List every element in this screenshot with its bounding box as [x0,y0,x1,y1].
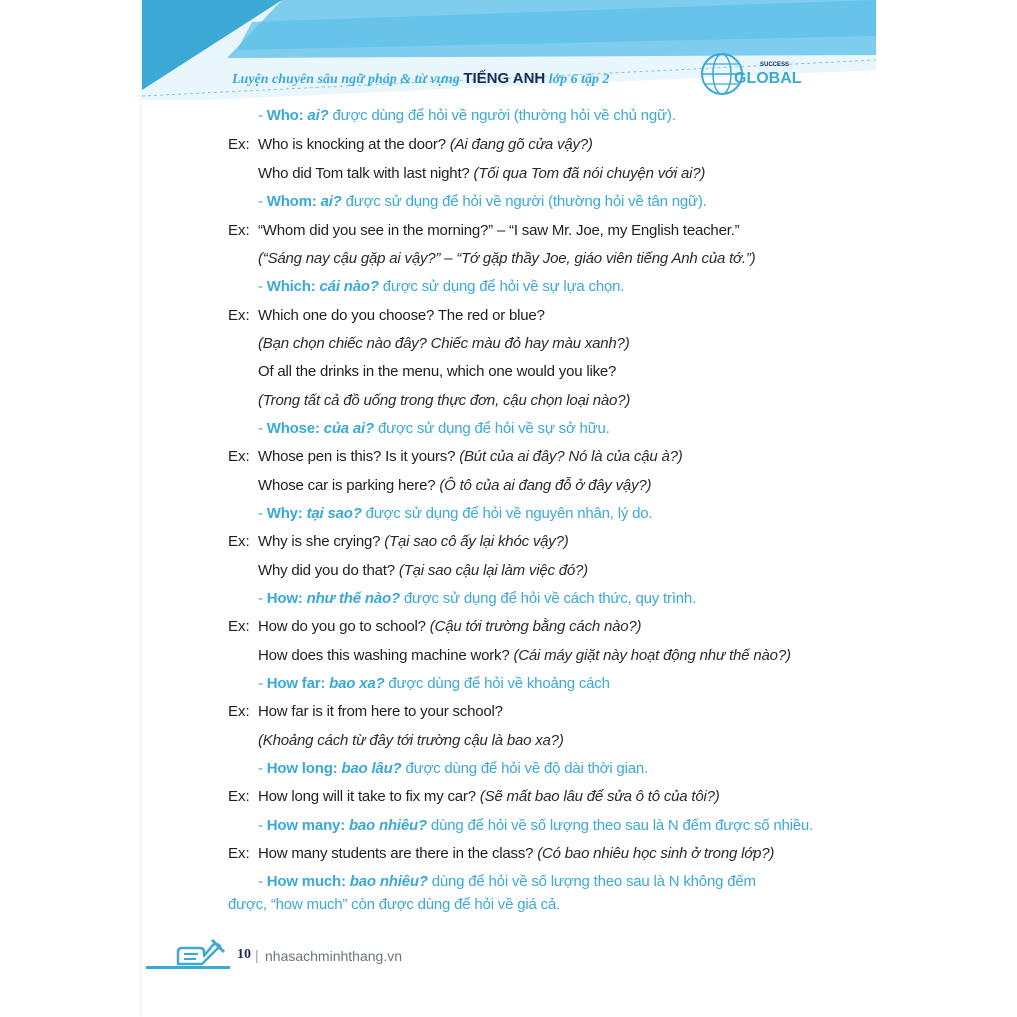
example-line [258,618,641,635]
rule-dash: - [258,278,267,295]
rule-description: được sử dụng để hỏi về sự lựa chọn. [378,278,625,295]
example-english: How far is it from here to your school? [258,703,503,720]
example-translation: (Có bao nhiêu học sinh ở trong lớp?) [537,845,775,862]
example-english: Whose car is parking here? [258,477,436,494]
example-label: Ex: [228,222,250,239]
example-line [258,392,630,409]
rule-description: được sử dụng để hỏi về người (thường hỏi về tân ngữ). [341,193,707,210]
example-english: Whose pen is this? Is it yours? [258,448,456,465]
footer-separator: | [255,947,259,963]
example-english: Why did you do that? [258,562,395,579]
rule-term: How [266,590,298,607]
global-logo [692,52,802,96]
rule-colon: : [320,675,330,692]
rule-term: Who [266,107,299,124]
rule-colon: : [297,505,307,522]
example-line [258,732,564,749]
example-translation: (Tại sao cậu lại làm việc đó?) [398,562,588,579]
rule-dash: - [258,107,267,124]
example-english: Who did Tom talk with last night? [258,165,470,182]
example-line [258,477,651,494]
example-line [258,335,630,352]
example-translation: (Trong tất cả đồ uống trong thực đơn, cậu chọn loại nào?) [258,392,631,409]
rule-line [258,107,676,124]
rule-description: dùng để hỏi về số lượng theo sau là N đếm được số nhiều. [426,817,814,834]
example-translation: (Bút của ai đây? Nó là của cậu à?) [459,448,683,465]
example-line [258,136,593,153]
example-english: Of all the drinks in the menu, which one would you like? [258,363,617,380]
rule-meaning: bao xa? [329,675,385,692]
example-english: Why is she crying? [258,533,381,550]
rule-colon: : [310,278,320,295]
rule-description: được sử dụng để hỏi về sự sở hữu. [374,420,610,437]
example-line [258,647,791,664]
rule-dash: - [258,420,267,437]
example-english: Which one do you choose? The red or blue? [258,307,545,324]
rule-colon: : [311,193,321,210]
rule-term: How long [266,760,333,777]
example-english: How do you go to school? [258,618,426,635]
rule-colon: : [298,107,308,124]
example-line [258,250,755,267]
example-label: Ex: [228,845,250,862]
example-label: Ex: [228,136,250,153]
example-line [258,222,739,239]
example-translation: (Cậu tới trường bằng cách nào?) [429,618,642,635]
rule-line [258,278,624,295]
rule-line [258,193,707,210]
rule-description: dùng để hỏi về số lượng theo sau là N không đếm [427,873,756,890]
example-translation: (Ai đang gõ cửa vậy?) [449,136,593,153]
header-title [232,70,610,88]
rule-meaning: ai? [320,193,342,210]
example-translation: (Tối qua Tom đã nói chuyện với ai?) [473,165,706,182]
rule-dash: - [258,873,267,890]
example-label: Ex: [228,448,250,465]
example-line [258,448,683,465]
example-english: How long will it take to fix my car? [258,788,476,805]
rule-meaning: của ai? [323,420,374,437]
header-title-suffix: lớp 6 tập 2 [545,72,610,87]
rule-dash: - [258,675,267,692]
example-line [258,533,569,550]
rule-line [258,420,610,437]
rule-meaning: bao lâu? [341,760,402,777]
example-translation: (Tại sao cô ấy lại khóc vậy?) [384,533,569,550]
rule-line [258,760,648,777]
rule-term: How far [266,675,321,692]
rule-term: How much [266,873,342,890]
rule-colon: : [314,420,324,437]
example-translation: (Ô tô của ai đang đỗ ở đây vậy?) [439,477,652,494]
rule-dash: - [258,590,267,607]
rule-meaning: như thế nào? [306,590,400,607]
rule-term: Which [266,278,311,295]
rule-description: được dùng để hỏi về khoảng cách [384,675,610,692]
example-label: Ex: [228,533,250,550]
rule-term: Whom [266,193,312,210]
example-english: How does this washing machine work? [258,647,510,664]
rule-dash: - [258,505,267,522]
example-english: Who is knocking at the door? [258,136,446,153]
rule-dash: - [258,817,267,834]
example-line [258,703,503,720]
header-title-strong: TIẾNG ANH [463,70,546,87]
rule-description: được dùng để hỏi về độ dài thời gian. [401,760,648,777]
rule-colon: : [341,873,350,890]
example-translation: (Cái máy giặt này hoạt động như thế nào?) [513,647,791,664]
example-line [258,307,545,324]
rule-description: được dùng để hỏi về người (thường hỏi về chủ ngữ). [328,107,676,124]
footer-website: nhasachminhthang.vn [265,948,402,964]
example-translation: (Bạn chọn chiếc nào đây? Chiếc màu đỏ hay màu xanh?) [258,335,630,352]
rule-colon: : [332,760,342,777]
example-translation: (Sẽ mất bao lâu để sửa ô tô của tôi?) [479,788,720,805]
example-line [258,562,588,579]
rule-continuation: được, “how much” còn được dùng để hỏi về giá cả. [228,896,560,913]
rule-line [258,675,610,692]
rule-meaning: ai? [307,107,329,124]
example-line [258,845,774,862]
rule-colon: : [340,817,349,834]
svg-text:SUCCESS: SUCCESS [760,62,790,68]
example-line [258,363,616,380]
rule-term: Why [266,505,298,522]
footer-line [146,966,230,969]
example-label: Ex: [228,788,250,805]
rule-description: được sử dụng để hỏi về cách thức, quy trình. [399,590,697,607]
rule-line [258,505,652,522]
example-label: Ex: [228,703,250,720]
hand-writing-icon [172,934,228,968]
rule-meaning: bao nhiêu? [348,817,427,834]
rule-term: Whose [266,420,315,437]
rule-line [258,590,696,607]
example-line [258,788,720,805]
example-line [258,165,705,182]
rule-dash: - [258,760,267,777]
rule-meaning: cái nào? [319,278,379,295]
rule-line [258,817,813,834]
rule-description: được sử dụng để hỏi về nguyên nhân, lý do. [361,505,653,522]
example-label: Ex: [228,307,250,324]
rule-line [258,873,756,890]
rule-meaning: bao nhiêu? [349,873,428,890]
header-title-prefix: Luyện chuyên sâu ngữ pháp & từ vựng [232,72,464,87]
rule-colon: : [297,590,307,607]
example-label: Ex: [228,618,250,635]
example-english: “Whom did you see in the morning?” – “I saw Mr. Joe, my English teacher.” [258,222,740,239]
rule-meaning: tại sao? [306,505,362,522]
example-english: How many students are there in the class? [258,845,534,862]
example-translation: (Khoảng cách từ đây tới trường cậu là bao xa?) [258,732,564,749]
svg-text:GLOBAL: GLOBAL [734,70,802,87]
example-translation: (“Sáng nay cậu gặp ai vậy?” – “Tớ gặp thầy Joe, giáo viên tiếng Anh của tớ.”) [258,250,756,267]
rule-term: How many [266,817,341,834]
rule-dash: - [258,193,267,210]
page-number: 10 [237,947,251,962]
